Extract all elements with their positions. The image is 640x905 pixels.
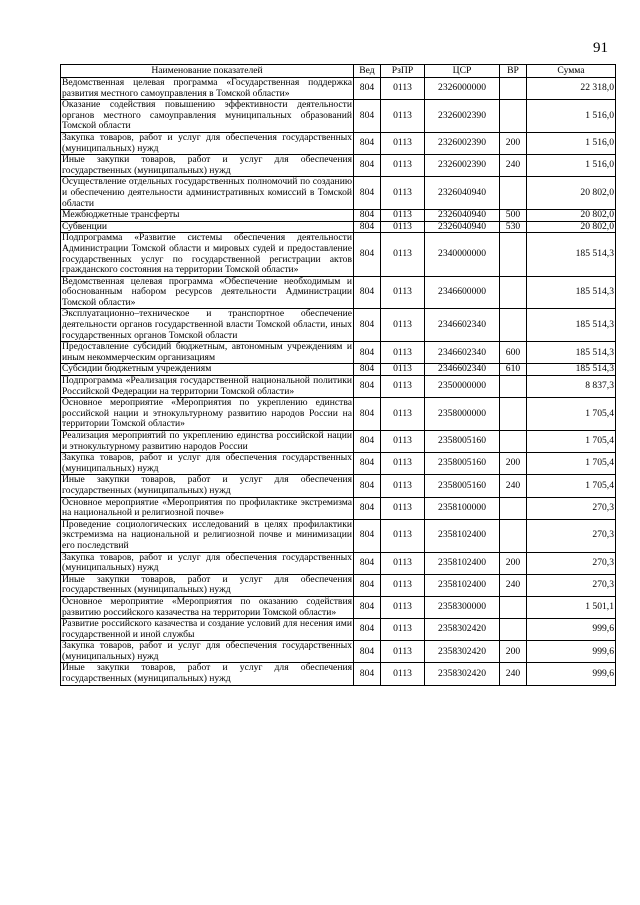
cell-rzpr: 0113 <box>381 641 425 663</box>
cell-ved: 804 <box>354 497 381 519</box>
cell-csr: 2358102400 <box>425 552 500 574</box>
cell-vr: 530 <box>500 221 527 233</box>
cell-vr <box>500 233 527 276</box>
cell-sum: 999,6 <box>527 663 616 685</box>
cell-csr: 2326040940 <box>425 177 500 210</box>
cell-csr: 2358302420 <box>425 619 500 641</box>
cell-vr <box>500 276 527 309</box>
cell-sum: 1 516,0 <box>527 100 616 133</box>
cell-ved: 804 <box>354 364 381 376</box>
cell-rzpr: 0113 <box>381 376 425 398</box>
table-row <box>61 398 616 431</box>
cell-sum: 1 501,1 <box>527 596 616 618</box>
cell-name: Иные закупки товаров, работ и услуг для обеспечения государственных (муниципальных) нужд <box>62 573 352 596</box>
cell-name: Закупка товаров, работ и услуг для обеспечения государственных (муниципальных) нужд <box>62 640 352 662</box>
table-row <box>61 233 616 276</box>
cell-name: Развитие российского казачества и создание условий для несения ими государственной и иной службы <box>62 618 352 640</box>
cell-sum: 1 516,0 <box>527 155 616 177</box>
cell-rzpr: 0113 <box>381 155 425 177</box>
cell-rzpr: 0113 <box>381 596 425 618</box>
cell-name: Иные закупки товаров, работ и услуг для обеспечения государственных (муниципальных) нужд <box>62 662 352 685</box>
cell-ved: 804 <box>354 663 381 685</box>
cell-vr <box>500 497 527 519</box>
cell-sum: 185 514,3 <box>527 233 616 276</box>
cell-sum: 999,6 <box>527 619 616 641</box>
cell-name: Реализация мероприятий по укреплению единства российской нации и этнокультурному развитию народов России <box>62 430 352 452</box>
cell-name: Подпрограмма «Реализация государственной национальной политики Российской Федерации на территории Томской области» <box>62 375 352 397</box>
cell-vr: 240 <box>500 574 527 596</box>
cell-name: Основное мероприятие «Мероприятия по профилактике экстремизма на национальной и религиозной почве» <box>62 496 352 519</box>
header-rzpr: РзПР <box>381 65 425 78</box>
cell-name: Субсидии бюджетным учреждениям <box>61 364 354 376</box>
cell-vr: 240 <box>500 155 527 177</box>
cell-csr: 2350000000 <box>425 376 500 398</box>
cell-name: Подпрограмма «Развитие системы обеспечения деятельности Администрации Томской области и мировых судей и предоставление государственных услуг по государственной регистрации актов гражданского состояния на территории Томской области» <box>62 232 352 276</box>
cell-name: Ведомственная целевая программа «Обеспечение необходимым и обоснованным набором ресурсов деятельности Администрации Томской области» <box>62 275 352 308</box>
table-row <box>61 100 616 133</box>
table-row <box>61 155 616 177</box>
cell-sum: 20 802,0 <box>527 221 616 233</box>
cell-sum: 270,3 <box>527 574 616 596</box>
header-row <box>61 65 616 78</box>
cell-sum: 185 514,3 <box>527 276 616 309</box>
cell-rzpr: 0113 <box>381 309 425 342</box>
cell-rzpr: 0113 <box>381 210 425 222</box>
table-body <box>61 78 616 686</box>
cell-csr: 2358005160 <box>425 475 500 497</box>
cell-sum: 20 802,0 <box>527 177 616 210</box>
cell-csr: 2326002390 <box>425 100 500 133</box>
cell-vr <box>500 376 527 398</box>
cell-ved: 804 <box>354 221 381 233</box>
table-header <box>61 65 616 78</box>
cell-name: Межбюджетные трансферты <box>61 210 354 222</box>
cell-vr <box>500 78 527 100</box>
cell-rzpr: 0113 <box>381 78 425 100</box>
table-row <box>61 78 616 100</box>
cell-ved: 804 <box>354 233 381 276</box>
cell-rzpr: 0113 <box>381 364 425 376</box>
table-row <box>61 221 616 233</box>
cell-rzpr: 0113 <box>381 475 425 497</box>
table-row <box>61 475 616 497</box>
cell-sum: 1 705,4 <box>527 431 616 453</box>
table-row <box>61 342 616 364</box>
cell-ved: 804 <box>354 132 381 154</box>
cell-sum: 1 705,4 <box>527 453 616 475</box>
table-row <box>61 497 616 519</box>
budget-table <box>60 64 616 686</box>
cell-csr: 2326040940 <box>425 221 500 233</box>
cell-ved: 804 <box>354 475 381 497</box>
cell-ved: 804 <box>354 177 381 210</box>
cell-csr: 2358005160 <box>425 453 500 475</box>
cell-ved: 804 <box>354 431 381 453</box>
cell-sum: 1 516,0 <box>527 132 616 154</box>
cell-rzpr: 0113 <box>381 398 425 431</box>
table-row <box>61 376 616 398</box>
cell-vr: 240 <box>500 663 527 685</box>
table-row <box>61 132 616 154</box>
table-row <box>61 210 616 222</box>
cell-vr <box>500 431 527 453</box>
cell-sum: 8 837,3 <box>527 376 616 398</box>
cell-rzpr: 0113 <box>381 552 425 574</box>
cell-rzpr: 0113 <box>381 519 425 552</box>
cell-rzpr: 0113 <box>381 132 425 154</box>
cell-vr <box>500 519 527 552</box>
cell-csr: 2358100000 <box>425 497 500 519</box>
cell-sum: 20 802,0 <box>527 210 616 222</box>
cell-rzpr: 0113 <box>381 431 425 453</box>
cell-csr: 2346602340 <box>425 309 500 342</box>
table-row <box>61 619 616 641</box>
cell-vr: 610 <box>500 364 527 376</box>
table-row <box>61 552 616 574</box>
cell-csr: 2340000000 <box>425 233 500 276</box>
cell-name: Закупка товаров, работ и услуг для обеспечения государственных (муниципальных) нужд <box>62 551 352 574</box>
cell-rzpr: 0113 <box>381 574 425 596</box>
cell-vr: 600 <box>500 342 527 364</box>
header-name: Наименование показателей <box>61 65 354 78</box>
cell-name: Проведение социологических исследований в целях профилактики экстремизма на национальной и религиозной почве и минимизации его последствий <box>62 518 352 551</box>
cell-name: Эксплуатационно–техническое и транспортное обеспечение деятельности органов государственной власти Томской области, иных государственных органов Томской области <box>62 308 352 341</box>
cell-ved: 804 <box>354 619 381 641</box>
header-csr: ЦСР <box>425 65 500 78</box>
table-row <box>61 276 616 309</box>
cell-sum: 270,3 <box>527 519 616 552</box>
cell-vr <box>500 619 527 641</box>
cell-csr: 2326002390 <box>425 132 500 154</box>
cell-vr: 200 <box>500 453 527 475</box>
cell-ved: 804 <box>354 78 381 100</box>
cell-csr: 2346602340 <box>425 364 500 376</box>
cell-ved: 804 <box>354 596 381 618</box>
cell-name: Ведомственная целевая программа «Государственная поддержка развития местного самоуправления в Томской области» <box>62 77 352 99</box>
table-row <box>61 596 616 618</box>
cell-csr: 2326002390 <box>425 155 500 177</box>
cell-vr: 200 <box>500 552 527 574</box>
cell-vr: 240 <box>500 475 527 497</box>
cell-ved: 804 <box>354 342 381 364</box>
cell-sum: 185 514,3 <box>527 342 616 364</box>
cell-ved: 804 <box>354 453 381 475</box>
cell-ved: 804 <box>354 155 381 177</box>
table-row <box>61 309 616 342</box>
cell-rzpr: 0113 <box>381 663 425 685</box>
cell-csr: 2358102400 <box>425 519 500 552</box>
cell-vr <box>500 596 527 618</box>
cell-name: Субвенции <box>61 221 354 233</box>
cell-ved: 804 <box>354 574 381 596</box>
cell-sum: 185 514,3 <box>527 364 616 376</box>
cell-csr: 2358300000 <box>425 596 500 618</box>
cell-name: Иные закупки товаров, работ и услуг для обеспечения государственных (муниципальных) нужд <box>62 474 352 496</box>
cell-csr: 2346602340 <box>425 342 500 364</box>
cell-ved: 804 <box>354 552 381 574</box>
cell-vr: 500 <box>500 210 527 222</box>
header-vr: ВР <box>500 65 527 78</box>
cell-sum: 1 705,4 <box>527 398 616 431</box>
cell-vr <box>500 177 527 210</box>
cell-csr: 2358302420 <box>425 641 500 663</box>
cell-sum: 270,3 <box>527 552 616 574</box>
header-sum: Сумма <box>527 65 616 78</box>
cell-ved: 804 <box>354 398 381 431</box>
cell-sum: 999,6 <box>527 641 616 663</box>
cell-rzpr: 0113 <box>381 221 425 233</box>
cell-ved: 804 <box>354 519 381 552</box>
table-row <box>61 431 616 453</box>
table-row <box>61 364 616 376</box>
cell-sum: 185 514,3 <box>527 309 616 342</box>
cell-ved: 804 <box>354 376 381 398</box>
cell-vr <box>500 309 527 342</box>
cell-rzpr: 0113 <box>381 100 425 133</box>
cell-ved: 804 <box>354 210 381 222</box>
cell-rzpr: 0113 <box>381 342 425 364</box>
header-ved: Вед <box>354 65 381 78</box>
cell-vr: 200 <box>500 132 527 154</box>
cell-ved: 804 <box>354 309 381 342</box>
table-row <box>61 663 616 685</box>
cell-name: Основное мероприятие «Мероприятия по оказанию содействия развитию российского казачества на территории Томской области» <box>62 595 352 618</box>
cell-name: Закупка товаров, работ и услуг для обеспечения государственных (муниципальных) нужд <box>62 452 352 474</box>
cell-name: Осуществление отдельных государственных полномочий по созданию и обеспечению деятельности административных комиссий в Томской области <box>62 176 352 209</box>
table-row <box>61 641 616 663</box>
cell-vr: 200 <box>500 641 527 663</box>
cell-name: Закупка товаров, работ и услуг для обеспечения государственных (муниципальных) нужд <box>62 131 352 154</box>
table-row <box>61 574 616 596</box>
cell-ved: 804 <box>354 276 381 309</box>
cell-vr <box>500 100 527 133</box>
cell-sum: 1 705,4 <box>527 475 616 497</box>
cell-ved: 804 <box>354 100 381 133</box>
table-row <box>61 453 616 475</box>
cell-name: Иные закупки товаров, работ и услуг для обеспечения государственных (муниципальных) нужд <box>62 154 352 176</box>
cell-name: Оказание содействия повышению эффективности деятельности органов местного самоуправления муниципальных образований Томской области <box>62 99 352 132</box>
cell-csr: 2358102400 <box>425 574 500 596</box>
cell-rzpr: 0113 <box>381 619 425 641</box>
cell-name: Основное мероприятие «Мероприятия по укреплению единства российской нации и этнокультурному развитию народов России на территории Томской области» <box>62 397 352 430</box>
cell-csr: 2358005160 <box>425 431 500 453</box>
cell-csr: 2346600000 <box>425 276 500 309</box>
cell-csr: 2326040940 <box>425 210 500 222</box>
table-row <box>61 177 616 210</box>
cell-vr <box>500 398 527 431</box>
cell-csr: 2326000000 <box>425 78 500 100</box>
cell-ved: 804 <box>354 641 381 663</box>
cell-rzpr: 0113 <box>381 276 425 309</box>
table-row <box>61 519 616 552</box>
cell-sum: 22 318,0 <box>527 78 616 100</box>
cell-csr: 2358000000 <box>425 398 500 431</box>
cell-rzpr: 0113 <box>381 233 425 276</box>
cell-csr: 2358302420 <box>425 663 500 685</box>
cell-rzpr: 0113 <box>381 453 425 475</box>
cell-sum: 270,3 <box>527 497 616 519</box>
page-number: 91 <box>593 40 608 56</box>
cell-rzpr: 0113 <box>381 497 425 519</box>
cell-name: Предоставление субсидий бюджетным, автономным учреждениям и иным некоммерческим организациям <box>62 341 352 363</box>
cell-rzpr: 0113 <box>381 177 425 210</box>
